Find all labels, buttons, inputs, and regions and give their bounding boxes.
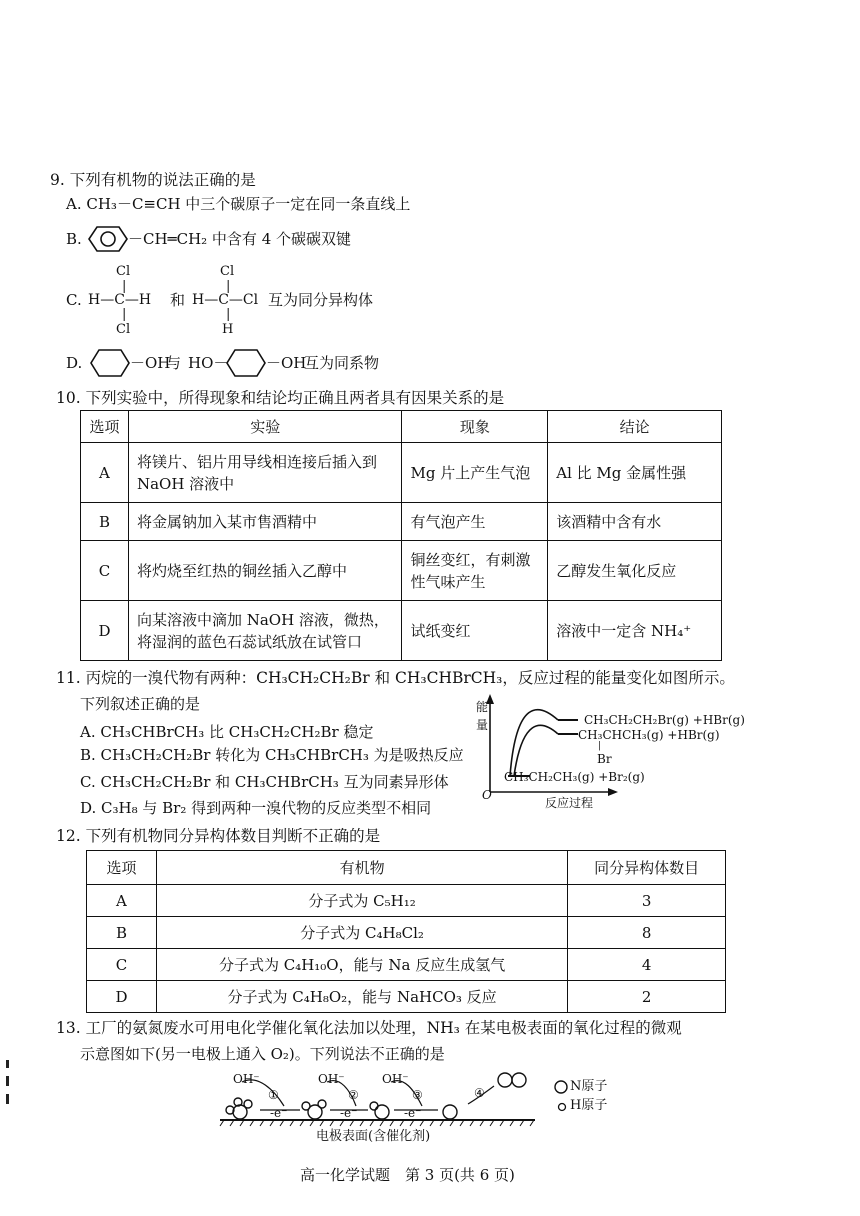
cell: Mg 片上产生气泡 [402, 443, 548, 503]
q9-option-d-prefix: D. [66, 354, 83, 372]
nh-molecule [370, 1102, 389, 1119]
cyclohexane-ring-d2 [226, 349, 266, 377]
oh-label-3: OH⁻ [382, 1072, 409, 1086]
benzene-ring-b [88, 226, 128, 252]
q12-header-option: 选项 [87, 851, 157, 885]
q10-header-phenomenon: 现象 [402, 411, 548, 443]
legend-h-label: H原子 [570, 1098, 608, 1113]
q9-d-oh1: －OH [130, 354, 171, 372]
n-atom [443, 1105, 457, 1119]
q11-option-a: A. CH₃CHBrCH₃ 比 CH₃CH₂CH₂Br 稳定 [80, 723, 374, 741]
arrow-step-2 [327, 1081, 356, 1106]
cell: 将灼烧至红热的铜丝插入乙醇中 [128, 541, 402, 601]
arrow-step-4 [468, 1086, 494, 1104]
electron-1: -e⁻ [270, 1106, 288, 1120]
electron-3: -e⁻ [404, 1106, 422, 1120]
q12-stem: 12. 下列有机物同分异构体数目判断不正确的是 [56, 827, 381, 845]
q9-option-b-prefix: B. [66, 230, 82, 248]
q9-stem: 9. 下列有机物的说法正确的是 [50, 171, 256, 189]
scan-mark [6, 1060, 9, 1068]
scan-mark [6, 1094, 9, 1104]
c-mol1-row: H—C—H [88, 292, 152, 308]
c-and: 和 [170, 291, 186, 309]
q10-header-row [81, 411, 722, 443]
cell: B [87, 917, 157, 949]
curve-to-mid-level [514, 725, 558, 776]
step-3: ③ [412, 1088, 423, 1102]
cell: A [81, 443, 129, 503]
oh-label-1: OH⁻ [233, 1072, 260, 1086]
cell: D [87, 981, 157, 1013]
legend-h-atom-icon [557, 1102, 567, 1112]
step-1: ① [268, 1088, 279, 1102]
energy-xlabel: 反应过程 [545, 796, 594, 810]
q10-header-experiment: 实验 [128, 411, 402, 443]
q9-d-with: 与 [166, 354, 182, 372]
cell: 试纸变红 [402, 601, 548, 661]
cell: D [81, 601, 129, 661]
cell: 4 [568, 949, 726, 981]
q10-stem: 10. 下列实验中，所得现象和结论均正确且两者具有因果关系的是 [56, 389, 505, 407]
q9-option-a: A. CH₃－C≡CH 中三个碳原子一定在同一条直线上 [66, 195, 411, 213]
c-mol1-top: Cl [116, 264, 131, 279]
cell: 溶液中一定含 NH₄⁺ [548, 601, 722, 661]
cell: C [87, 949, 157, 981]
c-mol1-bottom: Cl [116, 322, 131, 337]
q10-table [80, 410, 722, 661]
q9-d-oh2: －OH [266, 354, 307, 372]
c-mol1-bond-down: | [122, 307, 127, 322]
nh2-molecule [302, 1100, 326, 1119]
q9-d-ho: HO－ [188, 354, 229, 372]
cell: 分子式为 C₄H₈Cl₂ [156, 917, 567, 949]
legend-n-label: N原子 [570, 1079, 608, 1094]
cell: Al 比 Mg 金属性强 [548, 443, 722, 503]
energy-level-top-label: CH₃CH₂CH₂Br(g) +HBr(g) [584, 713, 745, 727]
arrow-step-1 [242, 1080, 284, 1106]
cell: 铜丝变红，有刺激性气味产生 [402, 541, 548, 601]
q11-option-c: C. CH₃CH₂CH₂Br 和 CH₃CHBrCH₃ 互为同素异形体 [80, 773, 449, 791]
c-mol2-bond-up: | [226, 279, 231, 294]
q9-option-d-tail: 互为同系物 [304, 354, 380, 372]
x-axis-arrow [608, 788, 618, 796]
table-row [81, 601, 722, 661]
q11-stem: 11. 丙烷的一溴代物有两种：CH₃CH₂CH₂Br 和 CH₃CHBrCH₃，反应过程的能量变化如图所示。 [56, 669, 735, 687]
q9-option-c-prefix: C. [66, 291, 82, 309]
electrode-process-diagram [210, 1070, 540, 1130]
curve-to-top-level [510, 710, 558, 776]
energy-level-mid-label: CH₃CHCH₃(g) +HBr(g) [578, 728, 720, 742]
c-mol2-row: H—C—Cl [192, 292, 259, 308]
scan-mark [6, 1076, 9, 1086]
cell: B [81, 503, 129, 541]
q10-header-option: 选项 [81, 411, 129, 443]
step-2: ② [348, 1088, 359, 1102]
cell: 8 [568, 917, 726, 949]
cell: 该酒精中含有水 [548, 503, 722, 541]
table-row [81, 541, 722, 601]
table-row [87, 949, 726, 981]
electron-2: -e⁻ [340, 1106, 358, 1120]
q11-sub: 下列叙述正确的是 [80, 695, 201, 713]
cell: 分子式为 C₅H₁₂ [156, 885, 567, 917]
q12-header-organic: 有机物 [156, 851, 567, 885]
page-footer: 高一化学试题 第 3 页(共 6 页) [300, 1166, 515, 1184]
table-row [87, 917, 726, 949]
c-mol2-bottom: H [222, 322, 234, 337]
cell: 3 [568, 885, 726, 917]
step-4: ④ [474, 1086, 485, 1100]
cell: 分子式为 C₄H₁₀O，能与 Na 反应生成氢气 [156, 949, 567, 981]
energy-br-bond: | [598, 741, 602, 751]
q10-header-conclusion: 结论 [548, 411, 722, 443]
energy-ylabel-2: 量 [476, 718, 489, 732]
n2-molecule [498, 1073, 526, 1087]
cell: 向某溶液中滴加 NaOH 溶液，微热，将湿润的蓝色石蕊试纸放在试管口 [128, 601, 402, 661]
q12-header-row [87, 851, 726, 885]
cell: 将镁片、铝片用导线相连接后插入到 NaOH 溶液中 [128, 443, 402, 503]
cell: C [81, 541, 129, 601]
table-row [87, 981, 726, 1013]
table-row [81, 503, 722, 541]
energy-level-bottom-label: CH₃CH₂CH₃(g) +Br₂(g) [504, 770, 645, 784]
nh3-molecule [226, 1098, 252, 1119]
table-row [87, 885, 726, 917]
oh-label-2: OH⁻ [318, 1072, 345, 1086]
table-row [81, 443, 722, 503]
q13-line1: 13. 工厂的氨氮废水可用电化学催化氧化法加以处理，NH₃ 在某电极表面的氧化过程的微观 [56, 1019, 682, 1037]
c-mol2-top: Cl [220, 264, 235, 279]
legend-n-atom-icon [553, 1079, 569, 1095]
cyclohexane-ring-d1 [90, 349, 130, 377]
energy-ylabel-1: 能 [476, 700, 489, 714]
cell: A [87, 885, 157, 917]
cell: 分子式为 C₄H₈O₂，能与 NaHCO₃ 反应 [156, 981, 567, 1013]
energy-origin: O [482, 788, 492, 802]
q12-table [86, 850, 726, 1013]
q12-header-count: 同分异构体数目 [568, 851, 726, 885]
energy-level-mid-br: Br [597, 752, 612, 766]
q11-option-d: D. C₃H₈ 与 Br₂ 得到两种一溴代物的反应类型不相同 [80, 799, 432, 817]
c-mol2-bond-down: | [226, 307, 231, 322]
c-mol1-bond-up: | [122, 279, 127, 294]
cell: 有气泡产生 [402, 503, 548, 541]
q11-option-b: B. CH₃CH₂CH₂Br 转化为 CH₃CHBrCH₃ 为是吸热反应 [80, 746, 464, 764]
cell: 乙醇发生氧化反应 [548, 541, 722, 601]
q9-option-b-text: －CH═CH₂ 中含有 4 个碳碳双键 [128, 230, 352, 248]
q13-line2: 示意图如下(另一电极上通入 O₂)。下列说法不正确的是 [80, 1045, 445, 1063]
arrow-step-3 [391, 1081, 422, 1106]
electrode-surface-label: 电极表面(含催化剂) [316, 1129, 431, 1144]
q9-option-c-tail: 互为同分异构体 [268, 291, 374, 309]
cell: 2 [568, 981, 726, 1013]
cell: 将金属钠加入某市售酒精中 [128, 503, 402, 541]
